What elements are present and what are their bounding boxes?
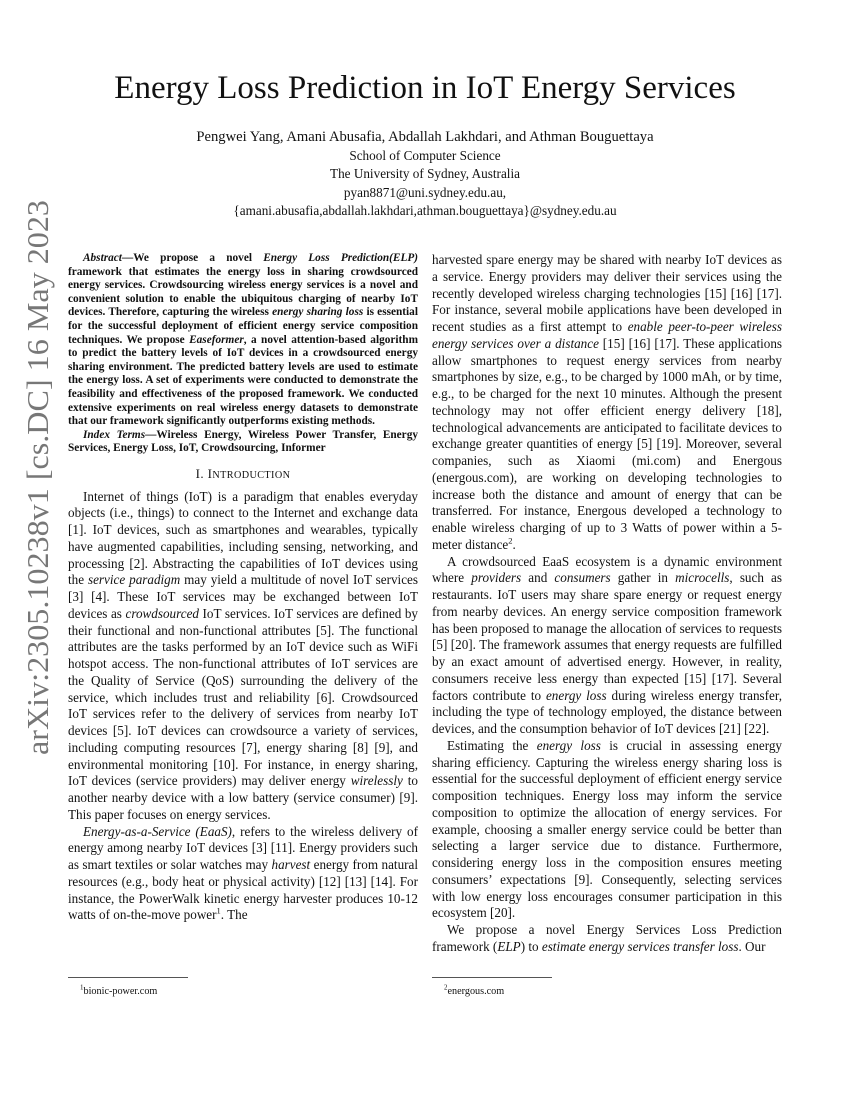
index-terms-label: Index Terms	[83, 428, 146, 441]
author-names: Pengwei Yang, Amani Abusafia, Abdallah Lakhdari, and Athman Bouguettaya	[196, 129, 654, 145]
footnote-ref: 1	[216, 906, 221, 917]
footnote-text: bionic-power.com	[83, 986, 158, 997]
text-run: We propose a novel Energy Services Loss Prediction framework (	[432, 922, 782, 954]
abstract-body	[68, 252, 418, 427]
emphasis-text: Energy-as-a-Service (EaaS)	[83, 823, 232, 839]
text-run: during wireless energy transfer, including the type of technology employed, the distance between devices, and the consumption behavior of IoT devices [21] [22].	[432, 687, 782, 736]
body-paragraph	[432, 252, 782, 554]
text-run: , refers to the wireless delivery of energy among nearby IoT devices [3] [11]. Energy providers such as smart textiles or solar watches may	[68, 823, 418, 873]
index-terms-text: —Wireless Energy, Wireless Power Transfer, Energy Services, Energy Loss, IoT, Crowdsourcing, Informer	[68, 428, 418, 455]
text-run: energy from natural resources (e.g., body heat or physical activity) [12] [13] [14]. For instance, the PowerWalk kinetic energy harvester produces 10-12 watts of on-the-move power	[68, 857, 418, 923]
arxiv-side-stamp	[6, 195, 66, 755]
text-run: ) to	[520, 938, 542, 954]
page-title: Energy Loss Prediction in IoT Energy Services	[114, 70, 736, 106]
abstract	[68, 252, 418, 429]
abstract-dash: —	[121, 252, 134, 264]
section-heading	[68, 466, 418, 485]
text-run: framework that estimates the energy loss in sharing crowdsourced energy services. Crowdsourcing wireless energy services is a novel and convenient solution to enable the ubiquitous charging of nearby IoT devices. Therefore, capturing the wireless	[68, 265, 418, 319]
emphasis-text: ELP	[497, 938, 521, 954]
emphasis-text: estimate energy services transfer loss	[541, 938, 739, 954]
text-run: and	[521, 570, 555, 586]
emphasis-text: energy sharing loss	[272, 306, 364, 319]
text-run: .	[512, 536, 516, 552]
text-run: A crowdsourced EaaS ecosystem is a dynamic environment where	[432, 553, 782, 586]
emphasis-text: energy loss	[536, 737, 601, 753]
emphasis-text: crowdsourced	[125, 605, 199, 621]
text-run: , a novel attention-based algorithm to predict the battery levels of IoT devices in a crowdsourced energy sharing environment. The predicted battery levels are used to estimate the energy loss. A set of experiments were conducted to demonstrate the feasibility and effectiveness of the proposed framework. We conducted extensive experiments on real wireless energy datasets to demonstrate that our framework significantly outperforms existing methods.	[68, 333, 418, 428]
abstract-label: Abstract	[83, 252, 122, 264]
text-run: , such as restaurants. IoT users may share spare energy or request energy from nearby devices. An energy service composition framework has been proposed to manage the allocation of services to requests [5] [20]. The framework assumes that energy requests are fulfilled by an exact amount of advertised energy. However, in reality, consumers receive less energy than expected [15] [17]. Several factors contribute to	[432, 570, 783, 703]
emphasis-text: microcells	[675, 570, 730, 586]
emphasis-text: Energy Loss Prediction(ELP)	[263, 252, 419, 264]
body-paragraph	[68, 489, 418, 824]
affiliation-line: The University of Sydney, Australia	[330, 166, 520, 182]
footnote-mark: 2	[444, 983, 448, 992]
emphasis-text: consumers	[554, 570, 611, 586]
right-body-text	[432, 252, 782, 956]
body-paragraph	[432, 738, 782, 922]
section-number: I.	[195, 465, 208, 481]
body-paragraph	[432, 554, 782, 738]
text-run: harvested spare energy may be shared with nearby IoT devices as a service. Energy providers may deliver their services using the recently developed wireless charging technologies [15] [16] [17]. For instance, several mobile applications have been developed in recent studies as a first attempt to	[432, 252, 782, 334]
body-paragraph	[432, 922, 782, 956]
text-run: . Our	[738, 938, 766, 954]
footnote-left	[80, 985, 157, 998]
emphasis-text: wirelessly	[350, 773, 403, 789]
index-terms	[68, 429, 418, 456]
left-body-text	[68, 489, 418, 925]
section-title-initial: I	[207, 465, 213, 481]
right-column	[432, 252, 782, 956]
section-title-rest: NTRODUCTION	[212, 469, 291, 481]
text-run: IoT services. IoT services are defined by their functional and non-functional attributes [5]. The functional attributes are the tasks performed by an IoT device such as WiFi hotspot access. The non-functional attributes of IoT services are the Quality of Service (QoS) surrounding the delivery of the service, which includes trust and reliability [6]. Crowdsourced IoT services refer to the delivery of services from nearby IoT devices [5]. IoT devices can crowdsource a variety of services, including computing resources [7], energy sharing [8] [9], and environmental monitoring [10]. For instance, in energy sharing, IoT devices (service providers) may deliver energy	[68, 605, 418, 789]
text-run: gather in	[610, 570, 676, 586]
affiliation-line: School of Computer Science	[349, 148, 501, 164]
emphasis-text: Easeformer	[189, 333, 244, 346]
email-line: pyan8871@uni.sydney.edu.au,	[343, 184, 507, 200]
emphasis-text: service paradigm	[87, 572, 181, 588]
emphasis-text: providers	[471, 570, 522, 586]
text-run: Internet of things (IoT) is a paradigm that enables everyday objects (i.e., things) to connect to the Internet and exchange data [1]. IoT devices, such as smartphones and wearables, typically have augmented capabilities, including sensing, networking, and processing [2]. Abstracting the capabilities of IoT devices using the	[68, 488, 418, 588]
text-run: Estimating the	[447, 737, 537, 753]
text-run: to another nearby device with a low battery (service consumer) [9]. This paper focuses on energy services.	[68, 773, 418, 822]
footnote-rule	[432, 977, 552, 978]
footnote-rule	[68, 977, 188, 978]
text-run: We propose a novel	[133, 252, 264, 264]
footnote-mark: 1	[80, 983, 84, 992]
emphasis-text: harvest	[271, 857, 311, 873]
text-run: is crucial in assessing energy sharing efficiency. Capturing the wireless energy sharing loss is essential for the successful deployment of efficient energy service composition techniques. Energy loss may inform the service composition to optimize the allocation of energy services. For example, choosing a smaller energy service could be better than selecting a larger service due to distance. Furthermore, considering energy loss in the composition ensures meeting consumers’ expectations [9]. Consequently, selecting services with low energy loss encourages consumer participation in this ecosystem [20].	[432, 737, 783, 921]
email-line: {amani.abusafia,abdallah.lakhdari,athman.bouguettaya}@sydney.edu.au	[233, 202, 617, 218]
author-block	[100, 128, 750, 220]
footnote-right	[444, 985, 504, 998]
emphasis-text: enable peer-to-peer wireless energy services over a distance	[432, 319, 782, 351]
text-run: [15] [16] [17]. These applications allow smartphones to request energy services from nearby smartphones by size, e.g., to be charged by 1000 mAh, or by time, e.g., to be charged for the next 10 minutes. Although the present technology may not offer efficient energy delivery [18], technological advancements are anticipated to facilitate devices to exchange greater quantities of energy [5] [19]. Moreover, several companies, such as Xiaomi (mi.com) and Energous (energous.com), are working on developing technologies to increase both the distance and amount of energy that can be transferred. For instance, Energous developed a technology to enable wireless charging of up to 3 Watts of power within a 5-meter distance	[432, 335, 783, 552]
left-column	[68, 252, 418, 924]
text-run: is essential for the successful deployment of efficient energy service composition techniques. We propose	[68, 306, 418, 346]
footnote-text: energous.com	[447, 986, 505, 997]
arxiv-identifier: arXiv:2305.10238v1 [cs.DC] 16 May 2023	[21, 228, 55, 755]
emphasis-text: energy loss	[545, 687, 607, 703]
body-paragraph	[68, 824, 418, 925]
text-run: may yield a multitude of novel IoT services [3] [4]. These IoT services may be exchanged between IoT devices as	[68, 572, 418, 621]
text-run: . The	[220, 907, 248, 923]
footnote-ref: 2	[508, 535, 513, 546]
